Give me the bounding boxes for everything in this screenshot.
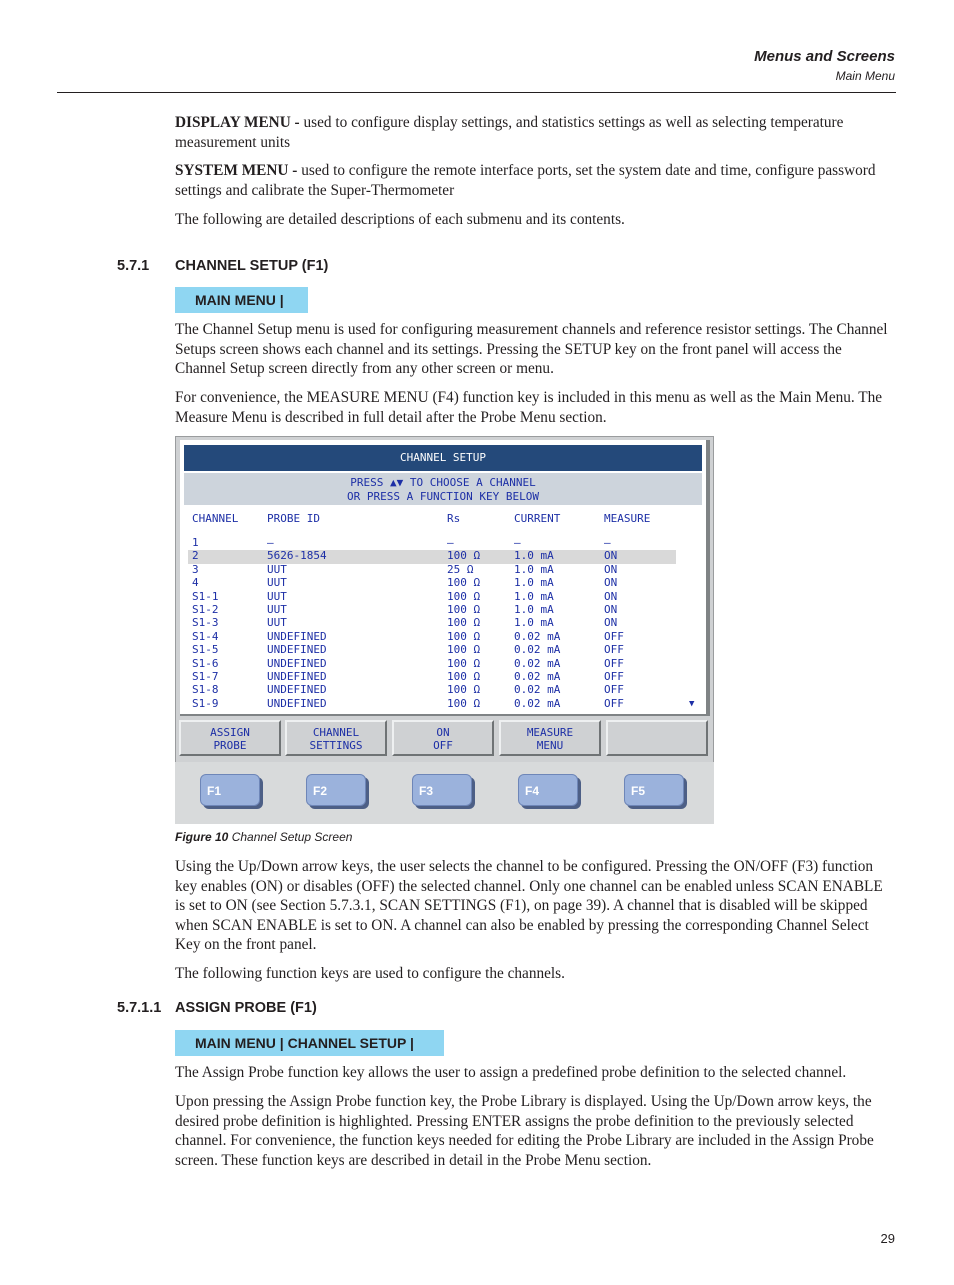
cell-probe-id: 5626-1854 — [267, 549, 327, 563]
cell-current: 0.02 mA — [514, 696, 561, 710]
table-row[interactable] — [188, 644, 676, 657]
cell-current: 1.0 mA — [514, 603, 554, 616]
cell-probe-id: UNDEFINED — [267, 670, 327, 683]
cell-rs: – — [447, 536, 454, 549]
cell-channel: 4 — [192, 576, 199, 590]
cell-probe-id: UNDEFINED — [267, 656, 327, 670]
cell-rs: 100 Ω — [447, 576, 481, 590]
section-title: CHANNEL SETUP (F1) — [175, 258, 329, 274]
f2-key[interactable]: F2 — [306, 774, 366, 806]
cell-current: 0.02 mA — [514, 683, 561, 697]
f4-key[interactable]: F4 — [518, 774, 578, 806]
cell-rs: 100 Ω — [447, 629, 481, 643]
table-row[interactable] — [188, 577, 676, 590]
softkey-on-off[interactable]: ON OFF — [392, 720, 494, 756]
system-menu-description — [175, 161, 890, 200]
cell-channel: S1-3 — [192, 616, 219, 630]
display-menu-description — [175, 113, 890, 152]
display-menu-text: used to configure display settings, and statistics settings as well as selecting temperature measurement units — [175, 114, 844, 151]
softkey-measure-menu[interactable]: MEASURE MENU — [499, 720, 601, 756]
cell-measure: ON — [604, 549, 618, 563]
header-divider — [57, 92, 896, 93]
cell-measure: – — [604, 536, 611, 549]
table-row[interactable] — [188, 591, 676, 604]
channel-setup-para-1: The Channel Setup menu is used for configuring measurement channels and reference resistor settings. The Channel Setups screen shows each channel and its settings. Pressing the SETUP key on the front panel will access the Channel Setup screen directly from any other screen or menu. — [175, 321, 888, 377]
cell-measure: OFF — [604, 683, 624, 697]
f1-key[interactable]: F1 — [200, 774, 260, 806]
table-row[interactable] — [188, 617, 676, 630]
cell-channel: S1-5 — [192, 643, 219, 657]
softkey-channel-settings[interactable]: CHANNEL SETTINGS — [285, 720, 387, 756]
cell-rs: 100 Ω — [447, 683, 481, 697]
cell-current: 1.0 mA — [514, 549, 554, 563]
f3-key[interactable]: F3 — [412, 774, 472, 806]
cell-channel: S1-4 — [192, 629, 219, 643]
assign-probe-para-2: Upon pressing the Assign Probe function key, the Probe Library is displayed. Using the Up/Down arrow keys, the desired probe definition is highlighted. Pressing ENTER assigns the probe definition to the previously selected channel. For convenience, the function keys needed for editing the Probe Library are included in the Assign Probe screen. These function keys are described in detail in the Probe Menu section. — [175, 1093, 874, 1169]
column-header-measure: MEASURE — [604, 512, 651, 525]
cell-current: 1.0 mA — [514, 616, 554, 630]
display-menu-term: DISPLAY MENU - — [175, 114, 300, 131]
cell-channel: S1-8 — [192, 683, 219, 697]
cell-channel: S1-1 — [192, 589, 219, 603]
section-number: 5.7.1 — [117, 258, 150, 274]
figure-caption-text: Channel Setup Screen — [228, 830, 353, 844]
breadcrumb-main-menu: MAIN MENU | — [175, 287, 308, 313]
cell-measure: OFF — [604, 643, 624, 657]
cell-rs: 25 Ω — [447, 562, 474, 576]
column-header-rs: Rs — [447, 512, 461, 525]
cell-rs: 100 Ω — [447, 643, 481, 657]
cell-current: 1.0 mA — [514, 576, 554, 590]
cell-current: – — [514, 536, 521, 549]
cell-measure: OFF — [604, 696, 624, 710]
column-header-probe-id: PROBE ID — [267, 512, 320, 525]
cell-probe-id: UNDEFINED — [267, 629, 327, 643]
assign-probe-para-1: The Assign Probe function key allows the user to assign a predefined probe definition to the selected channel. — [175, 1064, 847, 1081]
cell-channel: 1 — [192, 536, 199, 549]
cell-rs: 100 Ω — [447, 603, 481, 616]
table-row[interactable] — [188, 684, 676, 697]
channel-setup-screen-figure — [175, 436, 714, 824]
cell-probe-id: UNDEFINED — [267, 696, 327, 710]
column-header-channel: CHANNEL — [192, 512, 239, 525]
cell-rs: 100 Ω — [447, 589, 481, 603]
cell-channel: S1-7 — [192, 670, 219, 683]
cell-probe-id: UUT — [267, 603, 287, 616]
cell-rs: 100 Ω — [447, 656, 481, 670]
system-menu-term: SYSTEM MENU - — [175, 162, 298, 179]
table-row[interactable] — [188, 658, 676, 671]
cell-channel: S1-2 — [192, 603, 219, 616]
table-row[interactable] — [188, 537, 676, 550]
cell-channel: S1-9 — [192, 696, 219, 710]
function-key-panel — [175, 762, 714, 824]
cell-measure: OFF — [604, 656, 624, 670]
section-heading-5-7-1 — [117, 258, 328, 274]
column-header-current: CURRENT — [514, 512, 561, 525]
channel-setup-para-2: For convenience, the MEASURE MENU (F4) function key is included in this menu as well as the Main Menu. The Measure Menu is described in full detail after the Probe Menu section. — [175, 389, 883, 426]
cell-measure: ON — [604, 589, 618, 603]
cell-probe-id: UNDEFINED — [267, 683, 327, 697]
table-row[interactable] — [188, 671, 676, 684]
cell-current: 1.0 mA — [514, 589, 554, 603]
usage-paragraph: Using the Up/Down arrow keys, the user selects the channel to be configured. Pressing the ON/OFF (F3) function key enables (ON) or disables (OFF) the selected channel. Only one channel can be enabled unless SCAN ENABLE is set to ON (see Section 5.7.3.1, SCAN SETTINGS (F1), on page 39). A channel that is disabled will be skipped when SCAN ENABLE is set to ON. A channel can also be enabled by pressing the corresponding Channel Select Key on the front panel. — [175, 858, 883, 953]
cell-probe-id: UUT — [267, 616, 287, 630]
table-row[interactable] — [188, 604, 676, 617]
prompt-line-1: PRESS ▲▼ TO CHOOSE A CHANNEL — [350, 476, 536, 489]
table-row[interactable] — [188, 698, 676, 711]
cell-measure: ON — [604, 562, 618, 576]
cell-probe-id: UUT — [267, 576, 287, 590]
chapter-title: Menus and Screens — [754, 48, 895, 65]
cell-current: 0.02 mA — [514, 670, 561, 683]
cell-rs: 100 Ω — [447, 549, 481, 563]
section-heading-5-7-1-1 — [117, 1000, 317, 1016]
cell-probe-id: – — [267, 536, 274, 549]
table-row[interactable] — [188, 550, 676, 563]
section-subtitle: Main Menu — [835, 69, 895, 83]
cell-probe-id: UNDEFINED — [267, 643, 327, 657]
cell-measure: ON — [604, 603, 618, 616]
cell-rs: 100 Ω — [447, 696, 481, 710]
subsection-title: ASSIGN PROBE (F1) — [175, 1000, 317, 1016]
page-number: 29 — [880, 1231, 895, 1246]
cell-current: 0.02 mA — [514, 656, 561, 670]
system-menu-text: used to configure the remote interface ports, set the system date and time, configure password settings and calibrate the Super-Thermometer — [175, 162, 876, 199]
cell-channel: 2 — [192, 549, 199, 563]
cell-measure: ON — [604, 616, 618, 630]
softkey-bar — [178, 720, 711, 760]
subsection-number: 5.7.1.1 — [117, 1000, 162, 1016]
prompt-line-2: OR PRESS A FUNCTION KEY BELOW — [346, 490, 540, 503]
cell-rs: 100 Ω — [447, 616, 481, 630]
lcd-screen — [180, 440, 710, 716]
table-row[interactable] — [188, 564, 676, 577]
cell-probe-id: UUT — [267, 562, 287, 576]
cell-probe-id: UUT — [267, 589, 287, 603]
cell-measure: OFF — [604, 670, 624, 683]
cell-channel: 3 — [192, 562, 199, 576]
function-keys-intro: The following function keys are used to configure the channels. — [175, 965, 565, 982]
cell-current: 0.02 mA — [514, 629, 561, 643]
table-row[interactable] — [188, 631, 676, 644]
screen-prompt — [184, 473, 702, 505]
screen-title: CHANNEL SETUP — [184, 445, 702, 471]
softkey-assign-probe[interactable]: ASSIGN PROBE — [179, 720, 281, 756]
cell-measure: ON — [604, 576, 618, 590]
display-bezel — [175, 436, 714, 764]
cell-current: 1.0 mA — [514, 562, 554, 576]
cell-current: 0.02 mA — [514, 643, 561, 657]
cell-channel: S1-6 — [192, 656, 219, 670]
breadcrumb-channel-setup: MAIN MENU | CHANNEL SETUP | — [175, 1030, 444, 1056]
scroll-down-icon: ▼ — [689, 699, 695, 709]
figure-label: Figure 10 — [175, 830, 229, 844]
figure-caption — [175, 830, 352, 844]
softkey-blank[interactable] — [606, 720, 708, 756]
cell-measure: OFF — [604, 629, 624, 643]
cell-rs: 100 Ω — [447, 670, 481, 683]
intro-following: The following are detailed descriptions of each submenu and its contents. — [175, 211, 625, 228]
f5-key[interactable]: F5 — [624, 774, 684, 806]
